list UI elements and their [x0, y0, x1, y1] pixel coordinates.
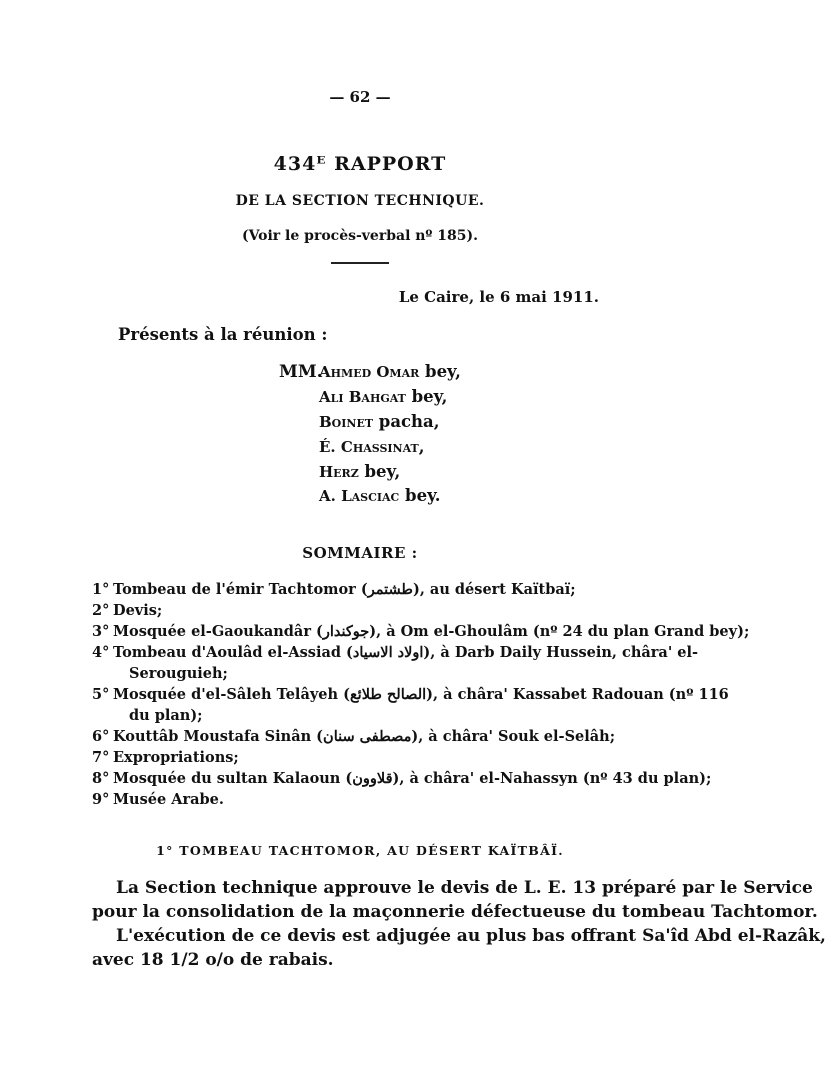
sommaire-item-text: Kouttâb Moustafa Sinân (مصطفى سنان), à châra' Souk el-Selâh;	[113, 728, 616, 745]
attendee	[319, 362, 461, 381]
sommaire-item-text: Mosquée d'el-Sâleh Telâyeh (الصالح طلائع), à châra' Kassabet Radouan (nº 116	[113, 686, 729, 703]
proces-verbal-reference: (Voir le procès-verbal nº 185).	[241, 228, 479, 244]
sommaire-item-number: 2°	[92, 602, 110, 619]
sommaire-item-number: 5°	[92, 686, 110, 703]
sommaire-item	[92, 601, 632, 621]
sommaire-item-text: Mosquée du sultan Kalaoun (قلاوون), à châra' el-Nahassyn (nº 43 du plan);	[113, 770, 712, 787]
attendee-title: bey.	[399, 486, 441, 505]
title-divider	[331, 262, 389, 264]
attendee-name: Ahmed Omar	[319, 363, 420, 381]
attendee-name: Herz	[319, 463, 359, 481]
sommaire-item	[92, 622, 750, 642]
page-number: — 62 —	[329, 88, 391, 106]
sommaire-item	[92, 727, 632, 747]
report-subtitle: DE LA SECTION TECHNIQUE.	[235, 193, 485, 209]
attendee	[319, 387, 447, 406]
sommaire-item-text: Tombeau d'Aoulâd el-Assiad (اولاد الاسياد), à Darb Daily Hussein, châra' el-	[113, 644, 699, 661]
sommaire-item-number: 3°	[92, 623, 110, 640]
sommaire-item-text: Musée Arabe.	[113, 791, 224, 808]
attendee	[319, 437, 424, 456]
attendee	[319, 462, 400, 481]
sommaire-item-number: 7°	[92, 749, 110, 766]
dateline: Le Caire, le 6 mai 1911.	[398, 288, 599, 306]
paragraph-line: pour la consolidation de la maçonnerie défectueuse du tombeau Tachtomor.	[92, 902, 818, 922]
sommaire-item	[92, 580, 632, 600]
attendee-title: bey,	[358, 462, 401, 481]
sommaire-item	[92, 748, 632, 768]
sommaire-item-number: 9°	[92, 791, 110, 808]
sommaire-item	[92, 643, 699, 663]
paragraph-line: L'exécution de ce devis est adjugée au plus bas offrant Sa'îd Abd el-Razâk,	[116, 926, 826, 946]
report-title: 434ᴱ RAPPORT	[273, 153, 447, 175]
attendee	[319, 412, 439, 431]
attendee-title: ,	[418, 437, 425, 456]
sommaire-item-text: Tombeau de l'émir Tachtomor (طشتمر), au désert Kaïtbaï;	[113, 581, 576, 598]
attendee-title: pacha,	[373, 412, 440, 431]
sommaire-item	[92, 685, 729, 705]
attendee	[319, 486, 441, 505]
sommaire-item-number: 8°	[92, 770, 110, 787]
sommaire-item-continuation: Serouguieh;	[129, 665, 228, 682]
sommaire-item-text: Expropriations;	[113, 749, 239, 766]
sommaire-item	[92, 790, 632, 810]
sommaire-item-number: 6°	[92, 728, 110, 745]
attendee-name: Boinet	[319, 413, 374, 431]
attendees-prefix: MM.	[279, 362, 323, 382]
attendee-title: bey,	[419, 362, 461, 381]
attendee-name: É. Chassinat	[319, 438, 419, 456]
attendee-title: bey,	[405, 387, 448, 406]
attendee-name: Ali Bahgat	[319, 388, 406, 406]
sommaire-item-text: Devis;	[113, 602, 163, 619]
presents-label: Présents à la réunion :	[118, 325, 328, 344]
sommaire-item-number: 1°	[92, 581, 110, 598]
sommaire-item	[92, 769, 712, 789]
sommaire-item-text: Mosquée el-Gaoukandâr (جوكندار), à Om el-Ghoulâm (nº 24 du plan Grand bey);	[113, 623, 750, 640]
attendee-name: A. Lasciac	[319, 487, 400, 505]
sommaire-item-number: 4°	[92, 644, 110, 661]
sommaire-heading: SOMMAIRE :	[302, 544, 418, 562]
sommaire-item-continuation: du plan);	[129, 707, 203, 724]
section-heading: 1° TOMBEAU TACHTOMOR, AU DÉSERT KAÏTBÂÏ.	[156, 843, 564, 858]
paragraph-line: La Section technique approuve le devis de L. E. 13 préparé par le Service	[116, 878, 813, 898]
paragraph-line: avec 18 1/2 o/o de rabais.	[92, 950, 334, 970]
